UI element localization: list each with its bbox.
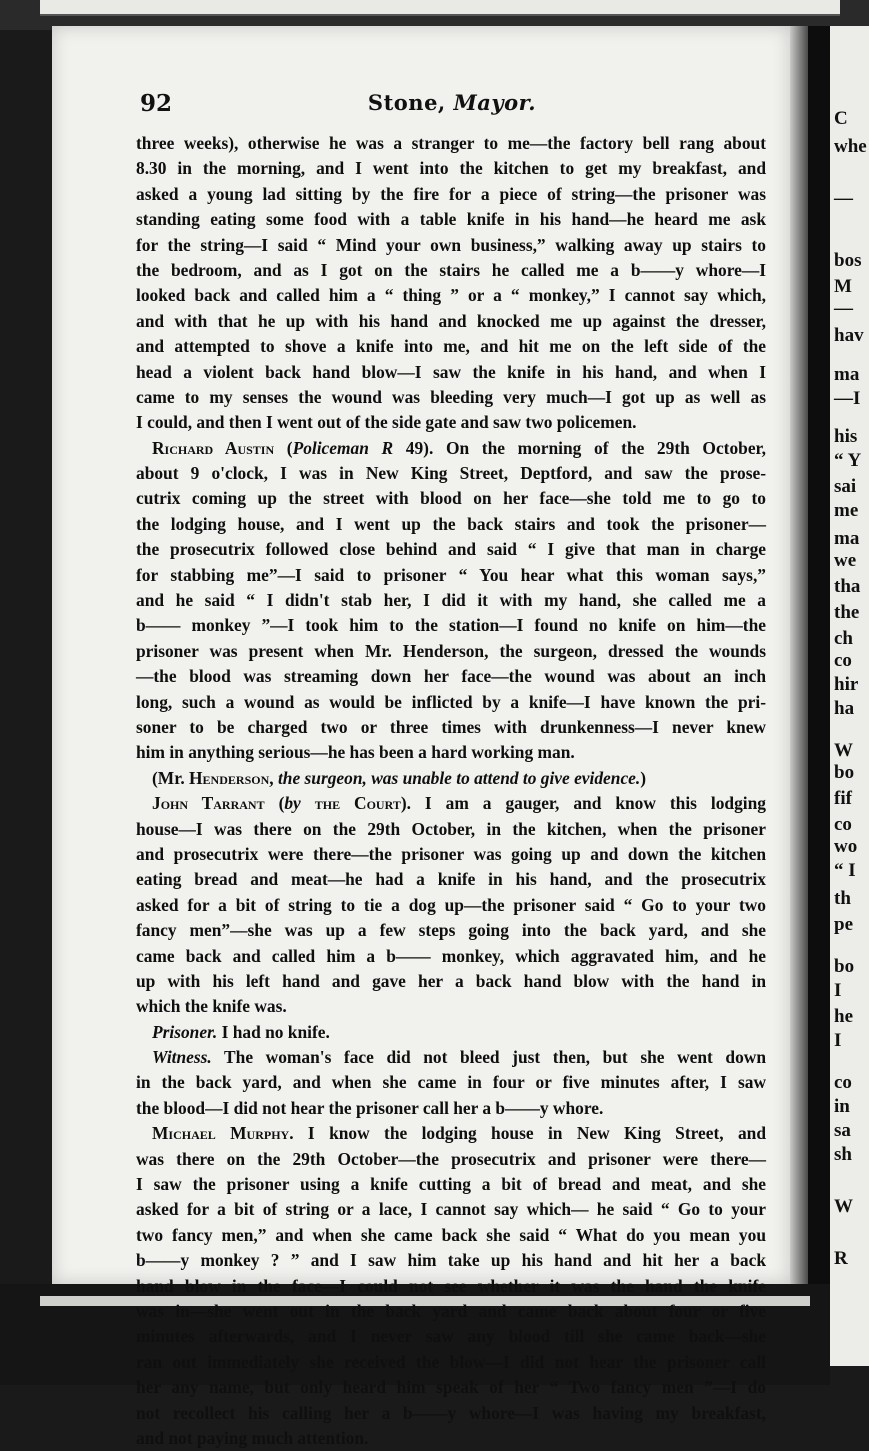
- text-run: in the back yard, and when she came in four or five minutes after, I saw: [136, 1072, 766, 1093]
- text-run: looked back and called him a “ thing ” or a “ monkey,” I cannot say which,: [136, 285, 766, 306]
- adjacent-page-fragment: his: [834, 426, 858, 447]
- text-line: [136, 360, 766, 385]
- speaker-name: John Tarrant: [152, 793, 265, 814]
- text-line: [136, 233, 766, 258]
- adjacent-page-fragment: he: [834, 1006, 853, 1027]
- adjacent-page-fragment: pe: [834, 914, 853, 935]
- adjacent-page-fragment: W: [834, 740, 853, 761]
- text-line: [136, 791, 766, 816]
- text-line: [136, 1274, 766, 1299]
- text-line: [136, 156, 766, 181]
- adjacent-page-fragment: th: [834, 888, 851, 909]
- text-line: [136, 715, 766, 740]
- text-run: and prosecutrix were there—the prisoner was going up and down the kitchen: [136, 843, 766, 864]
- text-run: (: [264, 793, 285, 814]
- italic-text: Policeman R: [292, 437, 394, 458]
- text-line: [136, 1401, 766, 1426]
- adjacent-page-fragment: W: [834, 1196, 853, 1217]
- adjacent-page-fragment: co: [834, 1072, 852, 1093]
- text-run: fancy men”—she was up a few steps going into the back yard, and she: [136, 920, 766, 941]
- adjacent-page-fragment: in: [834, 1096, 850, 1117]
- text-run: b—— monkey ”—I took him to the station—I found no knife on him—the: [136, 615, 766, 636]
- text-run: about 9 o'clock, I was in New King Street, Deptford, and saw the prose-: [136, 463, 766, 484]
- text-run: (Mr.: [152, 767, 190, 788]
- text-run: and not paying much attention.: [136, 1427, 369, 1448]
- text-line: [136, 283, 766, 308]
- text-line: [136, 207, 766, 232]
- text-line: [136, 893, 766, 918]
- text-run: 49). On the morning of the 29th October,: [393, 437, 767, 458]
- text-run: her any name, but only heard him speak of her “ Two fancy men ”—I do: [136, 1377, 766, 1398]
- text-run: was in—she went out in the back yard and came back about four or five: [136, 1300, 766, 1321]
- previous-page-edge: [40, 0, 840, 16]
- testimony-text: [136, 131, 766, 1451]
- text-run: I had no knife.: [217, 1021, 330, 1042]
- text-line: [136, 131, 766, 156]
- text-line: [136, 918, 766, 943]
- adjacent-page-fragment: fif: [834, 788, 852, 809]
- adjacent-page-fragment: the: [834, 602, 860, 623]
- text-run: long, such a wound as would be inflicted by a knife—I have known the pri-: [136, 691, 766, 712]
- text-run: prisoner was present when Mr. Henderson, the surgeon, dressed the wounds: [136, 640, 766, 661]
- text-run: ran out immediately she received the blow—I did not hear the prisoner call: [136, 1351, 766, 1372]
- text-run: and attempted to shove a knife into me, and hit me on the left side of the: [136, 336, 766, 357]
- text-line: [136, 486, 766, 511]
- adjacent-page-fragment: we: [834, 550, 857, 571]
- text-run: him in anything serious—he has been a hard working man.: [136, 742, 575, 763]
- adjacent-page-fragment: tha: [834, 576, 861, 597]
- text-run: standing eating some food with a table knife in his hand—he heard me ask: [136, 209, 766, 230]
- text-line: [136, 563, 766, 588]
- page-number: 92: [140, 90, 173, 117]
- text-line: [136, 1121, 766, 1146]
- adjacent-page-fragment: ch: [834, 628, 853, 649]
- adjacent-page-fragment: hir: [834, 674, 859, 695]
- text-line: [136, 664, 766, 689]
- text-line: [136, 258, 766, 283]
- text-run: hand blow in the face—I could not see whether it was the hand the knife: [136, 1275, 766, 1296]
- text-line: [136, 182, 766, 207]
- page-gutter: [790, 26, 808, 1284]
- text-run: two fancy men,” and when she came back she said “ What do you mean you: [136, 1224, 766, 1245]
- text-line: [136, 1045, 766, 1070]
- text-line: [136, 1426, 766, 1451]
- text-run: I could, and then I went out of the side gate and saw two policemen.: [136, 412, 637, 433]
- running-title: [140, 90, 764, 115]
- text-run: I know the lodging house in New King Street, and: [293, 1123, 766, 1144]
- adjacent-page-fragment: bos: [834, 250, 862, 271]
- text-run: came to my senses the wound was bleeding very much—I got up as well as: [136, 386, 766, 407]
- adjacent-page-fragment: ha: [834, 698, 855, 719]
- text-run: asked for a bit of string or a lace, I cannot say which— he said “ Go to your: [136, 1199, 766, 1220]
- book-spine: [808, 26, 830, 1284]
- text-line: [136, 1197, 766, 1222]
- text-run: the prosecutrix followed close behind and said “ I give that man in charge: [136, 539, 766, 560]
- text-run: and with that he up with his hand and knocked me up against the dresser,: [136, 310, 766, 331]
- adjacent-page-fragment: —I: [834, 388, 861, 409]
- adjacent-page-fragment: bo: [834, 956, 855, 977]
- text-run: ). I am a gauger, and know this lodging: [400, 793, 766, 814]
- title-role: Mayor.: [453, 90, 537, 115]
- text-line: [136, 588, 766, 613]
- adjacent-page-fragment: I: [834, 980, 842, 1001]
- text-run: I saw the prisoner using a knife cutting a bit of bread and meat, and she: [136, 1174, 766, 1195]
- text-line: [136, 766, 766, 791]
- text-line: [136, 1070, 766, 1095]
- text-line: [136, 639, 766, 664]
- adjacent-page: [830, 26, 869, 1366]
- italic-text: the surgeon, was unable to attend to give evidence.: [273, 767, 641, 788]
- adjacent-page-fragment: me: [834, 500, 859, 521]
- text-line: [136, 969, 766, 994]
- text-line: [136, 1172, 766, 1197]
- speaker-name: the Court: [300, 793, 401, 814]
- text-line: [136, 537, 766, 562]
- adjacent-page-fragment: ma: [834, 364, 860, 385]
- adjacent-page-fragment: sa: [834, 1120, 851, 1141]
- text-run: (: [274, 437, 293, 458]
- text-line: [136, 842, 766, 867]
- title-name: Stone,: [367, 90, 446, 115]
- speaker-name: Henderson,: [189, 767, 274, 788]
- adjacent-page-fragment: C: [834, 108, 848, 129]
- adjacent-page-fragment: wo: [834, 836, 858, 857]
- adjacent-page-fragment: I: [834, 1030, 842, 1051]
- text-run: was there on the 29th October—the prosecutrix and prisoner were there—: [136, 1148, 766, 1169]
- italic-text: Witness.: [152, 1047, 212, 1068]
- text-run: not recollect his calling her a b——y whore—I was having my breakfast,: [136, 1402, 766, 1423]
- text-run: the blood—I did not hear the prisoner call her a b——y whore.: [136, 1097, 604, 1118]
- speaker-name: Richard Austin: [152, 437, 275, 458]
- adjacent-page-fragment: “ I: [834, 860, 856, 881]
- text-line: [136, 385, 766, 410]
- adjacent-page-fragment: co: [834, 650, 852, 671]
- text-run: cutrix coming up the street with blood on her face—she told me to go to: [136, 488, 766, 509]
- adjacent-page-fragment: ma: [834, 528, 860, 549]
- text-run: up with his left hand and gave her a back hand blow with the hand in: [136, 970, 766, 991]
- text-line: [136, 944, 766, 969]
- text-run: came back and called him a b—— monkey, which aggravated him, and he: [136, 945, 766, 966]
- text-line: [136, 1248, 766, 1273]
- text-run: eating bread and meat—he had a knife in his hand, and the prosecutrix: [136, 869, 766, 890]
- text-line: [136, 994, 766, 1019]
- text-line: [136, 309, 766, 334]
- text-run: soner to be charged two or three times with drunkenness—I never knew: [136, 716, 766, 737]
- text-line: [136, 334, 766, 359]
- text-run: three weeks), otherwise he was a stranger to me—the factory bell rang about: [136, 133, 766, 153]
- text-run: for the string—I said “ Mind your own business,” walking away up stairs to: [136, 234, 766, 255]
- adjacent-page-fragment: “ Y: [834, 450, 862, 471]
- text-run: house—I was there on the 29th October, in the kitchen, when the prisoner: [136, 818, 766, 839]
- text-run: asked a young lad sitting by the fire for a piece of string—the prisoner was: [136, 183, 766, 204]
- speaker-name: Michael Murphy.: [152, 1123, 294, 1144]
- adjacent-page-fragment: R: [834, 1248, 848, 1269]
- text-line: [136, 512, 766, 537]
- adjacent-page-fragment: —: [834, 298, 853, 319]
- adjacent-page-fragment: sai: [834, 476, 857, 497]
- adjacent-page-fragment: co: [834, 814, 852, 835]
- text-run: which the knife was.: [136, 996, 287, 1017]
- text-line: [136, 1223, 766, 1248]
- text-line: [136, 690, 766, 715]
- text-line: [136, 1350, 766, 1375]
- text-run: for stabbing me”—I said to prisoner “ You hear what this woman says,”: [136, 564, 766, 585]
- text-run: 8.30 in the morning, and I went into the kitchen to get my breakfast, and: [136, 158, 766, 179]
- text-run: and he said “ I didn't stab her, I did it with my hand, she called me a: [136, 590, 766, 611]
- text-run: head a violent back hand blow—I saw the knife in his hand, and when I: [136, 361, 766, 382]
- text-run: ): [640, 767, 647, 788]
- text-run: minutes afterwards, and I never saw any blood till she came back—she: [136, 1326, 766, 1347]
- adjacent-page-fragment: —: [834, 188, 853, 209]
- text-line: [136, 613, 766, 638]
- text-run: —the blood was streaming down her face—the wound was about an inch: [136, 666, 766, 687]
- text-run: The woman's face did not bleed just then, but she went down: [211, 1047, 766, 1068]
- text-line: [136, 1375, 766, 1400]
- text-run: the lodging house, and I went up the back stairs and took the prisoner—: [136, 513, 766, 534]
- text-line: [136, 461, 766, 486]
- text-line: [136, 410, 766, 435]
- text-line: [136, 1299, 766, 1324]
- text-line: [136, 1096, 766, 1121]
- text-line: [136, 817, 766, 842]
- running-head: [140, 90, 764, 120]
- adjacent-page-fragment: M: [834, 276, 852, 297]
- adjacent-page-fragment: sh: [834, 1144, 852, 1165]
- italic-text: by: [284, 793, 301, 814]
- text-line: [136, 436, 766, 461]
- italic-text: Prisoner.: [152, 1021, 218, 1042]
- text-run: asked for a bit of string to tie a dog up—the prisoner said “ Go to your two: [136, 894, 766, 915]
- text-line: [136, 740, 766, 765]
- text-run: b——y monkey ? ” and I saw him take up his hand and hit her a back: [136, 1250, 766, 1271]
- text-line: [136, 1324, 766, 1349]
- text-line: [136, 1020, 766, 1045]
- adjacent-page-fragment: whe: [834, 136, 867, 157]
- adjacent-page-fragment: hav: [834, 325, 864, 346]
- text-line: [136, 1147, 766, 1172]
- adjacent-page-fragment: bo: [834, 762, 855, 783]
- text-run: the bedroom, and as I got on the stairs he called me a b——y whore—I: [136, 259, 766, 280]
- text-line: [136, 867, 766, 892]
